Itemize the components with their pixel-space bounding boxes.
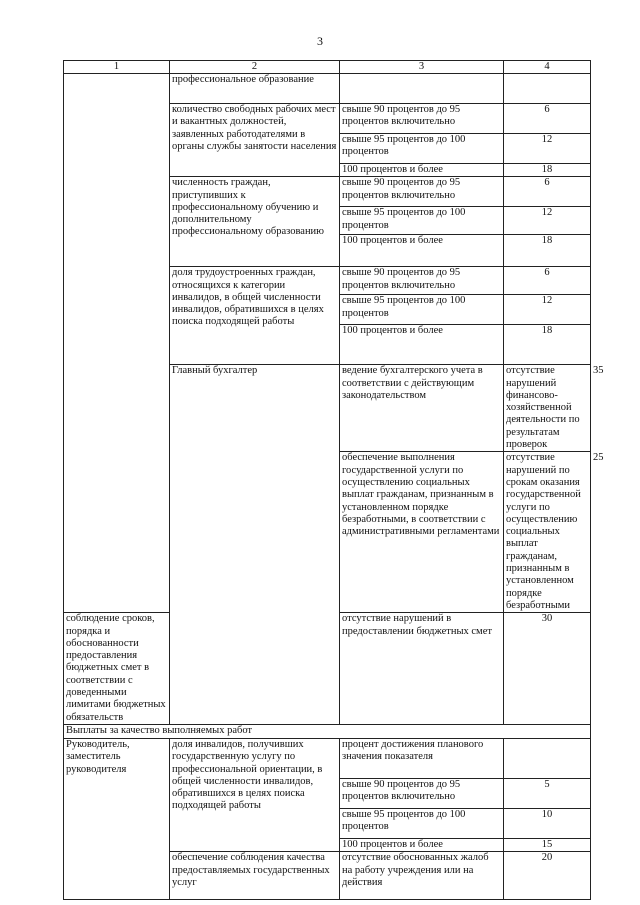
condition-cell: свыше 95 процентов до 100 процентов	[340, 295, 504, 325]
header-row	[64, 61, 591, 74]
condition-cell: свыше 90 процентов до 95 процентов включительно	[340, 104, 504, 134]
criterion-cell: обеспечение выполнения государственной услуги по осуществлению социальных выплат гражданам, признанным в установленном порядке безработными, в соответствии с административными регламентами	[340, 452, 504, 613]
points-cell: 18	[504, 164, 591, 177]
condition-cell: 100 процентов и более	[340, 235, 504, 267]
condition-cell: отсутствие обоснованных жалоб на работу учреждения или на действия	[340, 852, 504, 900]
points-cell: 6	[504, 267, 591, 295]
condition-cell: свыше 90 процентов до 95 процентов включительно	[340, 267, 504, 295]
condition-cell: свыше 90 процентов до 95 процентов включительно	[340, 778, 504, 808]
criterion-cell: доля инвалидов, получивших государственную услугу по профессиональной ориентации, в общей численности инвалидов, обратившихся в целях поиска подходящей работы	[170, 738, 340, 851]
points-cell	[504, 74, 591, 104]
points-cell	[504, 738, 591, 778]
position-cell: Главный бухгалтер	[170, 365, 340, 725]
condition-cell: свыше 95 процентов до 100 процентов	[340, 808, 504, 838]
condition-cell: 100 процентов и более	[340, 838, 504, 851]
points-cell: 6	[504, 177, 591, 207]
header-col-1: 1	[64, 61, 170, 74]
condition-cell: процент достижения планового значения показателя	[340, 738, 504, 778]
table-row	[64, 74, 591, 104]
points-cell: 12	[504, 134, 591, 164]
header-col-4: 4	[504, 61, 591, 74]
points-cell: 12	[504, 295, 591, 325]
section-title: Выплаты за качество выполняемых работ	[64, 724, 591, 738]
bonus-criteria-table	[63, 60, 604, 900]
points-cell: 5	[504, 778, 591, 808]
points-cell: 20	[504, 852, 591, 900]
criterion-cell: обеспечение соблюдения качества предоставляемых государственных услуг	[170, 852, 340, 900]
criterion-cell: соблюдение сроков, порядка и обоснованности предоставления бюджетных смет в соответствии с доведенными лимитами бюджетных обязательств	[64, 613, 170, 725]
condition-cell: свыше 95 процентов до 100 процентов	[340, 134, 504, 164]
page-number: 3	[317, 34, 323, 48]
table-row	[64, 738, 591, 778]
table-row: Главный бухгалтер ведение бухгалтерского учета в соответствии с действующим законодательством отсутствие нарушений финансово-хозяйственной деятельности по результатам проверок 35	[64, 365, 591, 452]
points-cell: 15	[504, 838, 591, 851]
points-cell: 10	[504, 808, 591, 838]
criterion-cell: ведение бухгалтерского учета в соответствии с действующим законодательством	[340, 365, 504, 452]
points-cell: 6	[504, 104, 591, 134]
header-col-3: 3	[340, 61, 504, 74]
section-row	[64, 724, 591, 738]
points-cell: 12	[504, 207, 591, 235]
condition-cell: отсутствие нарушений финансово-хозяйственной деятельности по результатам проверок	[504, 365, 591, 452]
condition-cell: 100 процентов и более	[340, 325, 504, 365]
position-cell: Руководитель, заместитель руководителя	[64, 738, 170, 899]
condition-cell: отсутствие нарушений в предоставлении бюджетных смет	[340, 613, 504, 725]
criterion-cell: численность граждан, приступивших к профессиональному обучению и дополнительному профессиональному образованию	[170, 177, 340, 267]
points-cell: 30	[504, 613, 591, 725]
table-row: обеспечение выполнения государственной услуги по осуществлению социальных выплат гражданам, признанным в установленном порядке безработными, в соответствии с административными регламентами отсутствие нарушений по срокам оказания государственной услуги по осуществлению социальных выплат гражданам, признанным в установленном порядке безработными 25	[64, 452, 591, 613]
points-cell: 18	[504, 325, 591, 365]
condition-cell: свыше 95 процентов до 100 процентов	[340, 207, 504, 235]
points-cell: 18	[504, 235, 591, 267]
position-cell-empty	[64, 74, 170, 613]
condition-cell: отсутствие нарушений по срокам оказания государственной услуги по осуществлению социальных выплат гражданам, признанным в установленном порядке безработными	[504, 452, 591, 613]
condition-cell: свыше 90 процентов до 95 процентов включительно	[340, 177, 504, 207]
header-col-2: 2	[170, 61, 340, 74]
condition-cell: 100 процентов и более	[340, 164, 504, 177]
criterion-cell: доля трудоустроенных граждан, относящихся к категории инвалидов, в общей численности инвалидов, обратившихся в целях поиска подходящей работы	[170, 267, 340, 365]
condition-cell	[340, 74, 504, 104]
criterion-cell: количество свободных рабочих мест и вакантных должностей, заявленных работодателями в органы службы занятости населения	[170, 104, 340, 177]
criterion-cell: профессиональное образование	[170, 74, 340, 104]
